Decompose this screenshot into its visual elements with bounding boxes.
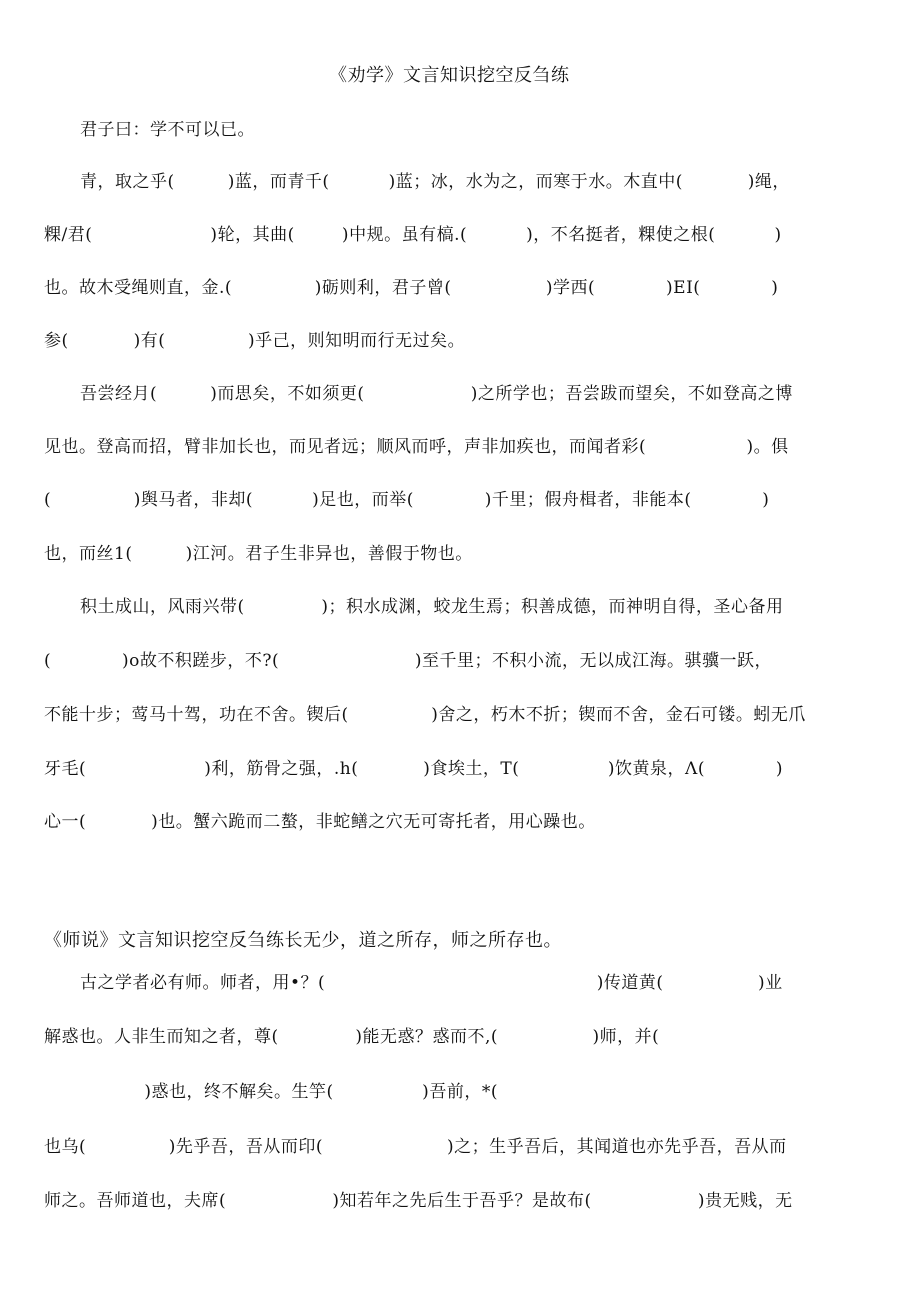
- section1-line-3: 粿/君( )轮，其曲( )中规。虽有槁.( )，不名挺者，粿使之根( ): [44, 225, 782, 245]
- section1-line-5: 参( )有( )乎己，则知明而行无过矣。: [44, 331, 466, 351]
- section1-line-2: 青，取之乎( )蓝，而青千( )蓝；冰，水为之，而寒于水。木直中( )绳，: [80, 172, 790, 192]
- section2-line-5: 师之。吾师道也，夫席( )知若年之先后生于吾乎？是故布( )贵无贱，无: [44, 1191, 793, 1211]
- section1-line-4: 也。故木受绳则直，金.( )砺则利，君子曾( )学西( )EI( ): [44, 278, 779, 298]
- section1-line-6: 吾尝经月( )而思矣，不如须更( )之所学也；吾尝跋而望矣，不如登高之博: [80, 384, 793, 404]
- section1-line-9: 也，而丝1( )江河。君子生非异也，善假于物也。: [44, 544, 473, 564]
- section1-line-8: ( )舆马者，非却( )足也，而举( )千里；假舟楫者，非能本( ): [44, 490, 770, 510]
- section1-line-10: 积土成山，风雨兴带( )；积水成渊，蛟龙生焉；积善成德，而神明自得，圣心备用: [80, 597, 784, 617]
- section2-line-2: 解惑也。人非生而知之者，尊( )能无惑？惑而不,( )师，并(: [44, 1027, 660, 1047]
- section1-line-11: ( )o故不积蹉步，不?( )至千里；不积小流，无以成江海。骐骥一跃，: [44, 651, 773, 671]
- section1-line-13: 牙毛( )利，筋骨之强，.h( )食埃土，T( )饮黄泉，Λ( ): [44, 759, 783, 779]
- section1-line-14: 心一( )也。蟹六跪而二螯，非蛇鳝之穴无可寄托者，用心躁也。: [44, 812, 596, 832]
- section2-line-1: 古之学者必有师。师者，用•？( )传道黄( )业: [80, 973, 783, 993]
- section1-line-1: 君子曰：学不可以已。: [80, 120, 255, 140]
- section2-line-4: 也乌( )先乎吾，吾从而印( )之；生乎吾后，其闻道也亦先乎吾，吾从而: [44, 1137, 787, 1157]
- section2-line-3: )惑也，终不解矣。生竽( )吾前，*(: [44, 1082, 498, 1102]
- section1-line-7: 见也。登高而招，臂非加长也，而见者远；顺风而呼，声非加疾也，而闻者彩( )。俱: [44, 437, 789, 457]
- section1-title: 《劝学》文言知识挖空反刍练: [329, 65, 570, 86]
- section1-line-12: 不能十步；莺马十驾，功在不舍。锲后( )舍之，朽木不折；锲而不舍，金石可镂。蚓无爪: [44, 705, 806, 725]
- section2-title: 《师说》文言知识挖空反刍练长无少，道之所存，师之所存也。: [44, 930, 562, 951]
